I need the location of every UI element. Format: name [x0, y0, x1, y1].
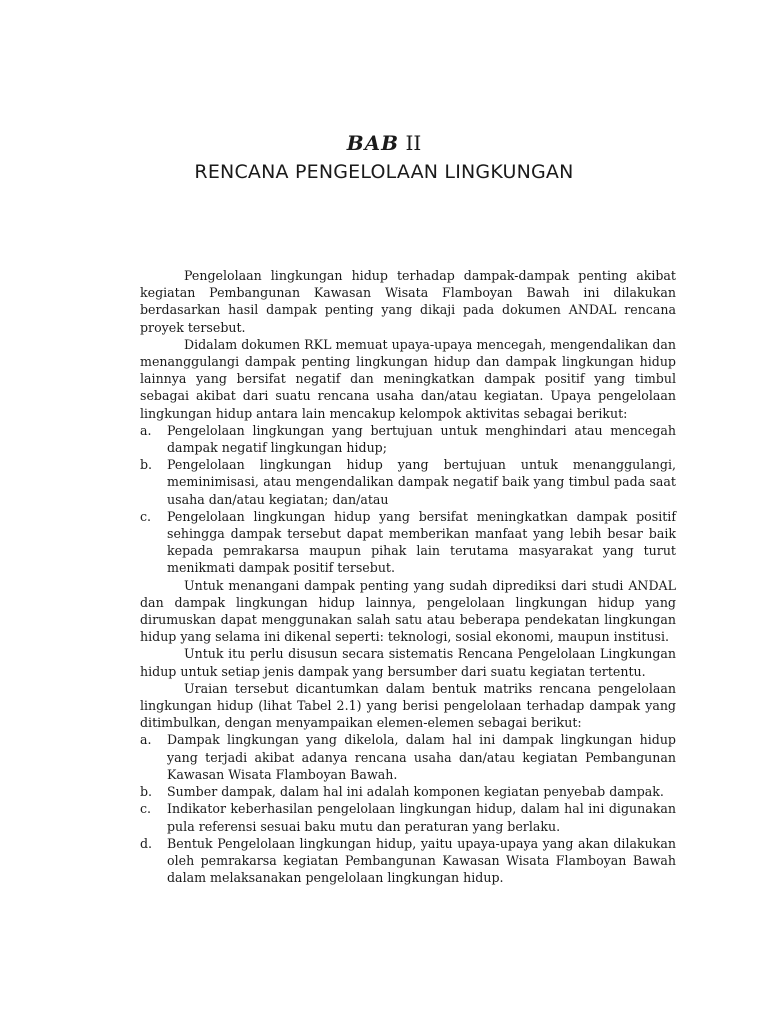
- list-item: [140, 456, 676, 508]
- list-item-text: Pengelolaan lingkungan hidup yang bersifat meningkatkan dampak positif sehingga dampak tersebut dapat memberikan manfaat yang lebih besar baik kepada pemrakarsa maupun pihak lain terutama masyarakat yang turut menikmati dampak positif tersebut.: [167, 508, 676, 576]
- list-marker: c.: [140, 508, 152, 524]
- list-marker: b.: [140, 457, 153, 473]
- list-marker: d.: [140, 835, 153, 851]
- paragraph-intro: Pengelolaan lingkungan hidup terhadap dampak-dampak penting akibat kegiatan Pembangunan Kawasan Wisata Flamboyan Bawah ini dilakukan berdasarkan hasil dampak penting yang dikaji pada dokumen ANDAL rencana proyek tersebut.: [140, 268, 676, 335]
- list-item: [140, 508, 676, 577]
- list-item: [140, 731, 676, 783]
- activity-list: [140, 422, 676, 577]
- list-item-text: Indikator keberhasilan pengelolaan lingkungan hidup, dalam hal ini digunakan pula referensi sesuai baku mutu dan peraturan yang berlaku.: [167, 801, 676, 834]
- element-list: [140, 731, 676, 886]
- chapter-number: [0, 130, 768, 156]
- list-item: [140, 422, 676, 456]
- paragraph-approach: Untuk menangani dampak penting yang sudah diprediksi dari studi ANDAL dan dampak lingkungan hidup lainnya, pengelolaan lingkungan hidup yang dirumuskan dapat menggunakan salah satu atau beberapa pendekatan lingkungan hidup yang selama ini dikenal seperti: teknologi, sosial ekonomi, maupun institusi.: [140, 577, 676, 645]
- list-item: [140, 800, 676, 834]
- list-item-text: Pengelolaan lingkungan yang bertujuan untuk menghindari atau mencegah dampak negatif lingkungan hidup;: [167, 422, 676, 456]
- chapter-heading: RENCANA PENGELOLAAN LINGKUNGAN: [194, 161, 574, 183]
- chapter-roman-numeral: II: [405, 131, 422, 155]
- chapter-title-block: [0, 130, 768, 186]
- list-item: [140, 783, 676, 800]
- list-marker: a.: [140, 422, 152, 438]
- paragraph-matrix: Uraian tersebut dicantumkan dalam bentuk matriks rencana pengelolaan lingkungan hidup (lihat Tabel 2.1) yang berisi pengelolaan terhadap dampak yang ditimbulkan, dengan menyampaikan elemen-elemen sebagai berikut:: [140, 680, 676, 731]
- chapter-body: [140, 267, 676, 886]
- list-item: [140, 835, 676, 887]
- list-marker: c.: [140, 801, 152, 817]
- list-marker: b.: [140, 784, 153, 800]
- list-item-text: Pengelolaan lingkungan hidup yang bertujuan untuk menanggulangi, meminimisasi, atau mengendalikan dampak negatif baik yang timbul pada saat usaha dan/atau kegiatan; dan/atau: [167, 457, 676, 507]
- paragraph-systematic: Untuk itu perlu disusun secara sistematis Rencana Pengelolaan Lingkungan hidup untuk setiap jenis dampak yang bersumber dari suatu kegiatan tertentu.: [140, 646, 676, 679]
- list-item-text: Sumber dampak, dalam hal ini adalah komponen kegiatan penyebab dampak.: [167, 784, 664, 800]
- paragraph-rkl: Didalam dokumen RKL memuat upaya-upaya mencegah, mengendalikan dan menanggulangi dampak penting lingkungan hidup dan dampak lingkungan hidup lainnya yang bersifat negatif dan meningkatkan dampak positif yang timbul sebagai akibat dari suatu rencana usaha dan/atau kegiatan. Upaya pengelolaan lingkungan hidup antara lain mencakup kelompok aktivitas sebagai berikut:: [140, 336, 676, 421]
- list-item-text: Dampak lingkungan yang dikelola, dalam hal ini dampak lingkungan hidup yang terjadi akibat adanya rencana usaha dan/atau kegiatan Pembangunan Kawasan Wisata Flamboyan Bawah.: [167, 732, 676, 782]
- chapter-word: BAB: [346, 131, 400, 155]
- list-item-text: Bentuk Pengelolaan lingkungan hidup, yaitu upaya-upaya yang akan dilakukan oleh pemrakarsa kegiatan Pembangunan Kawasan Wisata Flamboyan Bawah dalam melaksanakan pengelolaan lingkungan hidup.: [167, 835, 676, 886]
- list-marker: a.: [140, 732, 152, 748]
